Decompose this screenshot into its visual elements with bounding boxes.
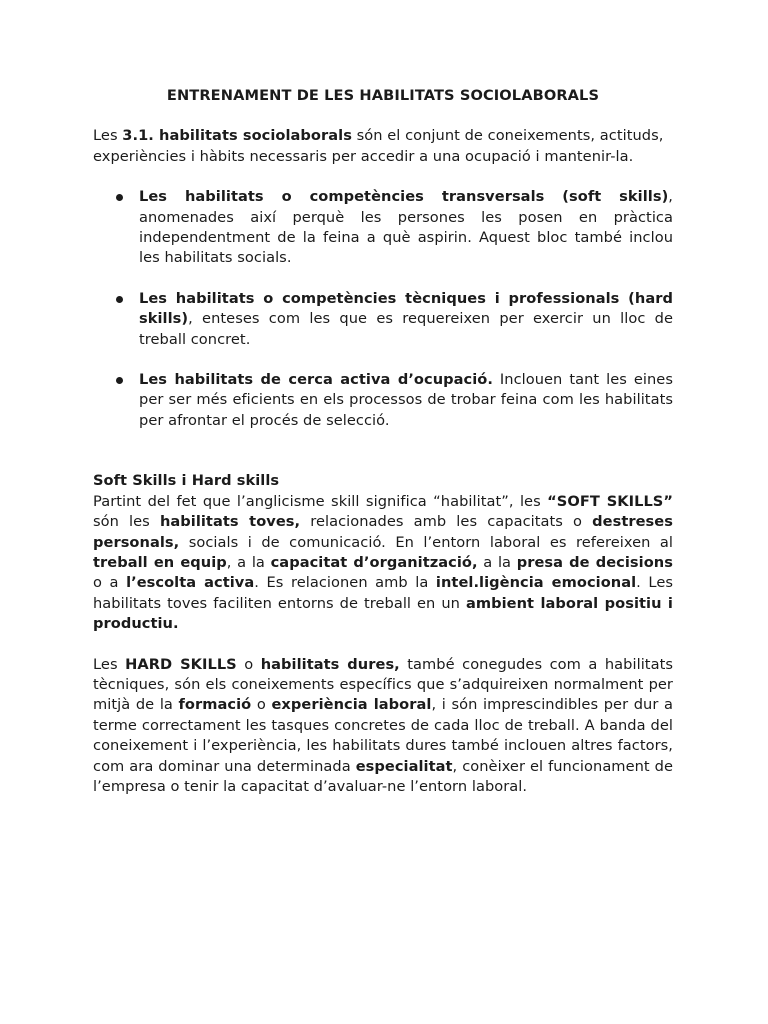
text-run: . Es relacionen amb la: [254, 574, 436, 592]
list-item: [93, 370, 673, 431]
text-run: o: [236, 655, 261, 673]
text-run: , i són imprescindibles per dur a terme correctament les tasques concretes de cada lloc de treball. A banda del coneixement i l’experiència, les habilitats dures també inclouen altres factors, com ara dominar una determinada: [93, 696, 674, 775]
text-run: també conegudes com a habilitats tècniques, són els coneixements específics que s’adquireixen normalment per mitjà de la: [93, 655, 673, 714]
section-heading: Soft Skills i Hard skills: [93, 472, 280, 490]
list-item-text: , enteses com les que es requereixen per exercir un lloc de treball concret.: [139, 310, 673, 348]
bold-term: l’escolta activa: [126, 574, 255, 592]
bold-term: HARD SKILLS: [125, 655, 237, 673]
hard-skills-paragraph: [93, 655, 673, 798]
intro-paragraph: [93, 126, 673, 167]
text-run: , conèixer el funcionament de l’empresa o tenir la capacitat d’avaluar-ne l’entorn laboral.: [93, 757, 673, 795]
text-run: són les: [93, 513, 160, 531]
bold-term: formació: [178, 696, 252, 714]
bullet-icon: [116, 296, 123, 303]
document-title: ENTRENAMENT DE LES HABILITATS SOCIOLABORALS: [166, 87, 600, 104]
bold-term: especialitat: [355, 757, 453, 775]
text-run: Partint del fet que l’anglicisme skill significa “habilitat”, les: [93, 492, 548, 510]
text-run: o a: [93, 574, 127, 592]
text-run: , a la: [226, 553, 271, 571]
list-item-bold: Les habilitats o competències tècniques i professionals (hard skills): [139, 289, 673, 328]
blank-line: [93, 451, 673, 471]
bold-term: destreses personals,: [93, 513, 673, 551]
text-run: socials i de comunicació. En l’entorn laboral es refereixen al: [179, 533, 673, 551]
intro-bold-term: 3.1. habilitats sociolaborals: [122, 127, 352, 145]
list-item-bold: Les habilitats o competències transversals (soft skills): [139, 188, 669, 206]
bold-term: “SOFT SKILLS”: [547, 492, 673, 510]
text-run: o: [251, 696, 272, 714]
bold-term: experiència laboral: [271, 696, 432, 714]
list-item: [93, 187, 673, 269]
bullet-icon: [116, 194, 123, 201]
bold-term: ambient laboral positiu i productiu.: [93, 594, 673, 633]
bullet-icon: [116, 377, 123, 384]
soft-skills-paragraph: [93, 492, 673, 635]
list-item: [93, 289, 673, 350]
bold-term: habilitats dures,: [260, 655, 400, 673]
text-run: . Les habilitats toves faciliten entorns de treball en un: [93, 574, 674, 612]
document-content: [93, 86, 673, 817]
bold-term: presa de decisions: [516, 553, 673, 571]
bold-term: habilitats toves,: [159, 513, 301, 531]
text-run: relacionades amb les capacitats o: [300, 513, 593, 531]
intro-prefix: Les: [93, 127, 123, 145]
bold-term: intel.ligència emocional: [435, 574, 637, 592]
text-run: a la: [477, 553, 517, 571]
bold-term: capacitat d’organització,: [270, 553, 478, 571]
intro-suffix: són el conjunt de coneixements, actituds, experiències i hàbits necessaris per accedir a una ocupació i mantenir-la.: [93, 127, 664, 165]
bold-term: treball en equip: [93, 553, 227, 571]
text-run: Les: [93, 655, 126, 673]
list-item-bold: Les habilitats de cerca activa d’ocupació.: [139, 371, 493, 389]
list-item-text: Inclouen tant les eines per ser més eficients en els processos de trobar feina com les habilitats per afrontar el procés de selecció.: [139, 371, 673, 429]
habilitats-list: [93, 187, 673, 431]
list-item-text: , anomenades així perquè les persones les posen en pràctica independentment de la feina a què aspirin. Aquest bloc també inclou les habilitats socials.: [139, 188, 673, 267]
